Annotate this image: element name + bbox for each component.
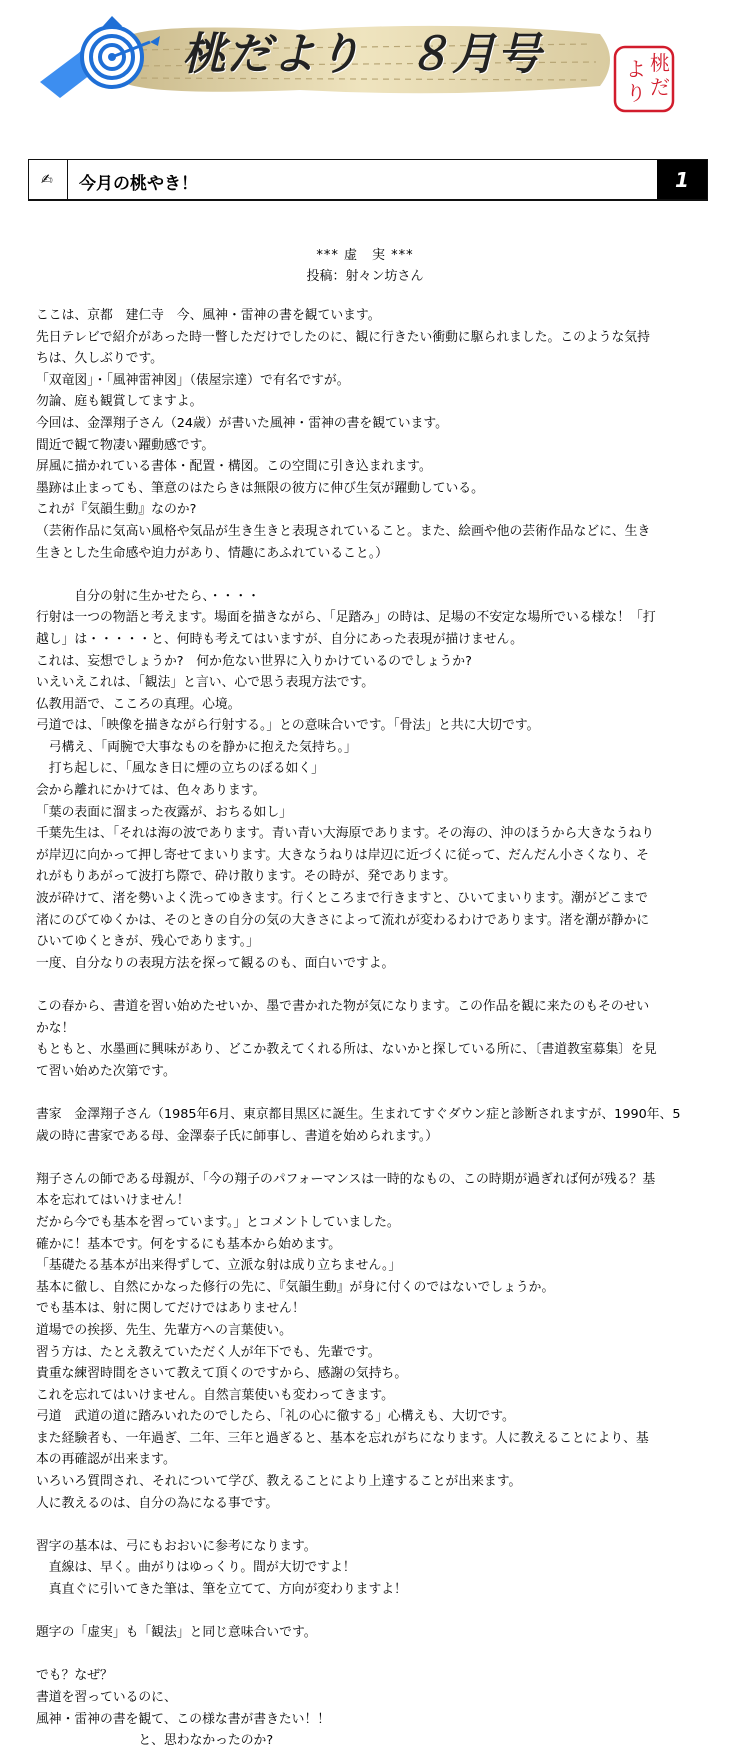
body-line: 「基礎たる基本が出来得ずして、立派な射は成り立ちません。」 (36, 1258, 402, 1274)
body-line: いろいろ質問され、それについて学び、教えることにより上達することが出来ます。 (36, 1474, 522, 1490)
body-line: 行射は一つの物語と考えます。場面を描きながら、「足踏み」の時は、足場の不安定な場所でいる様な！「打 (36, 610, 656, 626)
writing-hand-icon: ✍ (41, 172, 53, 188)
body-line: 弓道 武道の道に踏みいれたのでしたら、「礼の心に徹する」心構えも、大切です。 (36, 1409, 515, 1425)
body-line: 弓構え、「両腕で大事なものを静かに抱えた気持ち。」 (36, 739, 357, 755)
body-line: て習い始めた次第です。 (36, 1063, 176, 1079)
article-body (36, 305, 708, 1752)
newsletter-title: 桃だより ８月号 (182, 29, 542, 80)
body-line: もともと、水墨画に興味があり、どこか教えてくれる所は、ないかと探している所に、〔書道教室募集〕を見 (36, 1042, 657, 1058)
body-line: 基本に徹し、自然にかなった修行の先に、『気韻生動』が身に付くのではないでしょうか。 (36, 1279, 555, 1295)
body-line: れがもりあがって波打ち際で、砕け散ります。その時が、発であります。 (36, 869, 456, 885)
body-line: 今回は、金澤翔子さん（24歳）が書いた風神・雷神の書を観ています。 (36, 415, 448, 431)
body-line: 題字の「虚実」も「観法」と同じ意味合いです。 (36, 1625, 317, 1641)
body-line (36, 1644, 708, 1666)
body-line: 書家 金澤翔子さん（1985年6月、東京都目黒区に誕生。生まれてすぐダウン症と診断されますが、1990年、5 (36, 1106, 681, 1122)
body-line: 人に教えるのは、自分の為になる事です。 (36, 1495, 279, 1511)
body-line: 本を忘れてはいけません！ (36, 1193, 190, 1209)
body-line: 「葉の表面に溜まった夜露が、おちる如し」 (36, 804, 292, 820)
body-line: 間近で観て物凄い躍動感です。 (36, 437, 215, 453)
body-line (36, 974, 708, 996)
body-line: 千葉先生は、「それは海の波であります。青い青い大海原であります。その海の、沖のほうから大きなうねり (36, 826, 655, 842)
body-line: 真直ぐに引いてきた筆は、筆を立てて、方向が変わりますよ！ (36, 1582, 407, 1598)
body-line (36, 1082, 708, 1104)
body-line: と、思わなかったのか? (36, 1733, 274, 1749)
body-line: これは、妄想でしょうか? 何か危ない世界に入りかけているのでしょうか? (36, 653, 472, 669)
body-line: ひいてゆくときが、残心であります。」 (36, 934, 259, 950)
seal-char: だ (650, 75, 670, 99)
body-line: 会から離れにかけては、色々あります。 (36, 783, 266, 799)
body-line: 渚にのびてゆくかは、そのときの自分の気の大きさによって流れが変わるわけであります。渚を潮が静かに (36, 912, 650, 928)
body-line: 本の再確認が出来ます。 (36, 1452, 176, 1468)
article-byline: 投稿：射々ン坊さん (306, 269, 424, 284)
body-line (36, 1601, 708, 1623)
body-line: 確かに！基本です。何をするにも基本から始めます。 (36, 1236, 342, 1252)
body-line: 直線は、早く。曲がりはゆっくり。間が大切ですよ！ (36, 1560, 356, 1576)
body-line: これが『気韻生動』なのか? (36, 502, 197, 518)
seal-stamp (620, 48, 674, 110)
body-line: 貴重な練習時間をさいて教えて頂くのですから、感謝の気持ち。 (36, 1366, 408, 1382)
body-line: 越し」は・・・・・と、何時も考えてはいますが、自分にあった表現が描けません。 (36, 631, 523, 647)
article-title: *** 虚 実 *** (316, 248, 414, 263)
body-line: 道場での挨拶、先生、先輩方への言葉使い。 (36, 1322, 292, 1338)
body-line: （芸術作品に気高い風格や気品が生き生きと表現されていること。また、絵画や他の芸術作品などに、生き (36, 523, 651, 539)
body-line: 風神・雷神の書を観て、この様な書が書きたい！！ (36, 1711, 331, 1727)
body-line: また経験者も、一年過ぎ、二年、三年と過ぎると、基本を忘れがちになります。人に教えることにより、基 (36, 1430, 649, 1446)
body-line (36, 1514, 708, 1536)
body-line: 書道を習っているのに、 (36, 1690, 177, 1705)
body-line: 屏風に描かれている書体・配置・構図。この空間に引き込まれます。 (36, 459, 432, 475)
body-line: 習う方は、たとえ教えていただく人が年下でも、先輩です。 (36, 1344, 381, 1360)
body-line: 「双竜図」・「風神雷神図」（俵屋宗達）で有名ですが。 (36, 372, 350, 388)
body-line: この春から、書道を習い始めたせいか、墨で書かれた物が気になります。この作品を観に来たのもそのせい (36, 999, 650, 1014)
body-line: いえいえこれは、「観法」と言い、心で思う表現方法です。 (36, 675, 375, 691)
seal-char: り (626, 81, 646, 105)
body-line: 翔子さんの師である母親が、「今の翔子のパフォーマンスは一時的なもの、この時期が過ぎれば何が残る？基 (36, 1171, 656, 1187)
body-line: 打ち起しに、「風なき日に煙の立ちのぼる如く」 (36, 761, 324, 777)
body-line: 習字の基本は、弓にもおおいに参考になります。 (36, 1538, 317, 1554)
body-line: 仏教用語で、こころの真理。心境。 (36, 696, 241, 712)
body-line: 一度、自分なりの表現方法を探って観るのも、面白いですよ。 (36, 955, 395, 971)
body-line: でも？なぜ？ (36, 1668, 113, 1684)
body-line: 先日テレビで紹介があった時一瞥しただけでしたのに、観に行きたい衝動に駆られました。このような気持 (36, 329, 650, 345)
body-line (36, 564, 708, 586)
section-header-bar (28, 159, 708, 201)
body-line: でも基本は、射に関してだけではありません！ (36, 1301, 305, 1317)
body-line: が岸辺に向かって押し寄せてまいります。大きなうねりは岸辺に近づくに従って、だんだん小さくなり、そ (36, 847, 649, 863)
section-title: 今月の桃やき！ (79, 174, 198, 194)
body-line: これを忘れてはいけません。自然言葉使いも変わってきます。 (36, 1387, 394, 1403)
body-line: 波が砕けて、渚を勢いよく洗ってゆきます。行くところまで行きますと、ひいてまいります。潮がどこまで (36, 891, 648, 907)
body-line: 歳の時に書家である母、金澤泰子氏に師事し、書道を始められます。） (36, 1128, 439, 1144)
body-line: 弓道では、「映像を描きながら行射する。」との意味合いです。「骨法」と共に大切です。 (36, 718, 540, 734)
body-line: だから今でも基本を習っています。」とコメントしていました。 (36, 1214, 400, 1230)
seal-char: よ (626, 57, 646, 81)
section-number-badge: 1 (657, 160, 707, 199)
seal-char: 桃 (650, 51, 670, 75)
body-line: 生きとした生命感や迫力があり、情趣にあふれていること。） (36, 545, 388, 561)
body-line: 勿論、庭も観賞してますよ。 (36, 394, 203, 410)
body-line: かな！ (36, 1020, 75, 1036)
section-divider (67, 160, 68, 199)
body-line: 自分の射に生かせたら、・・・・ (36, 588, 260, 604)
body-line (36, 1147, 708, 1169)
body-line: 墨跡は止まっても、筆意のはたらきは無限の彼方に伸び生気が躍動している。 (36, 480, 484, 496)
body-line: ちは、久しぶりです。 (36, 351, 163, 367)
page-header (0, 0, 730, 130)
body-line: ここは、京都 建仁寺 今、風神・雷神の書を観ています。 (36, 308, 381, 323)
